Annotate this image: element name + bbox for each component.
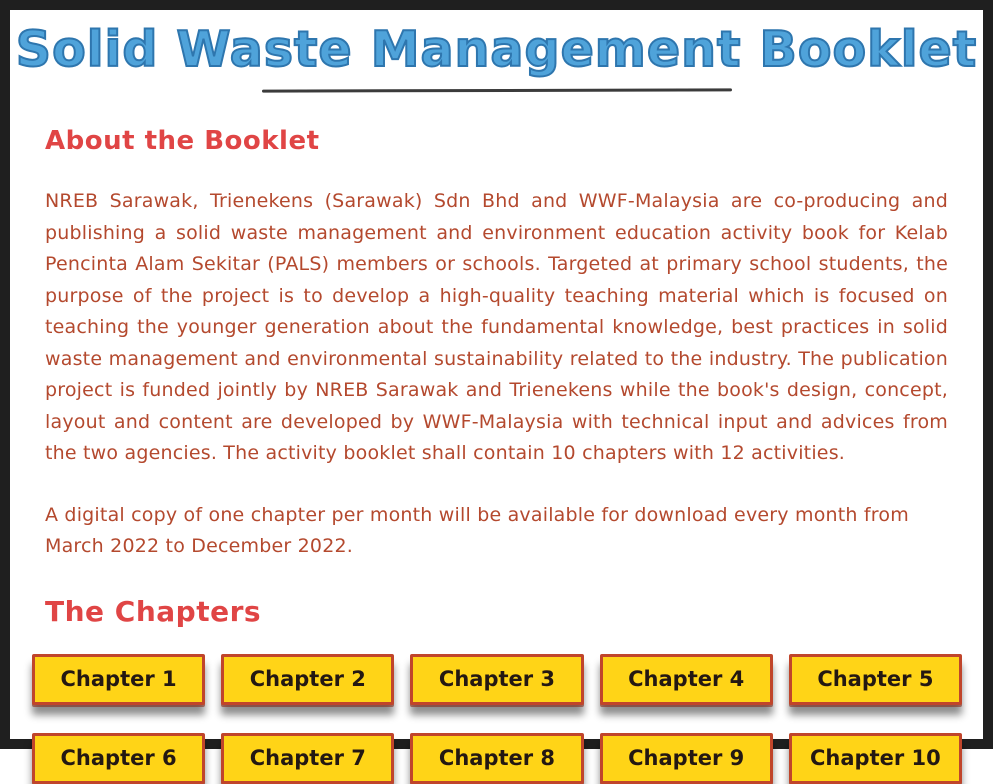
chapter-6-button[interactable]: Chapter 6 [32, 733, 205, 784]
title-underline [261, 89, 731, 93]
about-paragraph-1: NREB Sarawak, Trienekens (Sarawak) Sdn Bhd and WWF-Malaysia are co-producing and publishing a solid waste management and environment education activity book for Kelab Pencinta Alam Sekitar (PALS) members or schools. Targeted at primary school students, the purpose of the project is to develop a high-quality teaching material which is focused on teaching the younger generation about the fundamental knowledge, best practices in solid waste management and environmental sustainability related to the industry. The publication project is funded jointly by NREB Sarawak and Trienekens while the book's design, concept, layout and content are developed by WWF-Malaysia with technical input and advices from the two agencies. The activity booklet shall contain 10 chapters with 12 activities. [45, 190, 948, 465]
about-heading: About the Booklet [45, 126, 320, 157]
chapter-7-button[interactable]: Chapter 7 [221, 733, 394, 784]
chapters-heading: The Chapters [45, 594, 262, 628]
chapter-1-button[interactable]: Chapter 1 [32, 654, 205, 705]
chapter-4-button[interactable]: Chapter 4 [600, 654, 773, 705]
chapter-3-button[interactable]: Chapter 3 [410, 654, 583, 705]
page-title: Solid Waste Management Booklet [15, 21, 978, 78]
about-paragraph-2: A digital copy of one chapter per month will be available for download every month from March 2022 to December 2022. [45, 503, 909, 558]
chapter-grid [32, 654, 962, 784]
chapter-8-button[interactable]: Chapter 8 [410, 733, 583, 784]
chapter-9-button[interactable]: Chapter 9 [600, 733, 773, 784]
chapter-10-button[interactable]: Chapter 10 [789, 733, 962, 784]
chapter-5-button[interactable]: Chapter 5 [789, 654, 962, 705]
chapter-2-button[interactable]: Chapter 2 [221, 654, 394, 705]
